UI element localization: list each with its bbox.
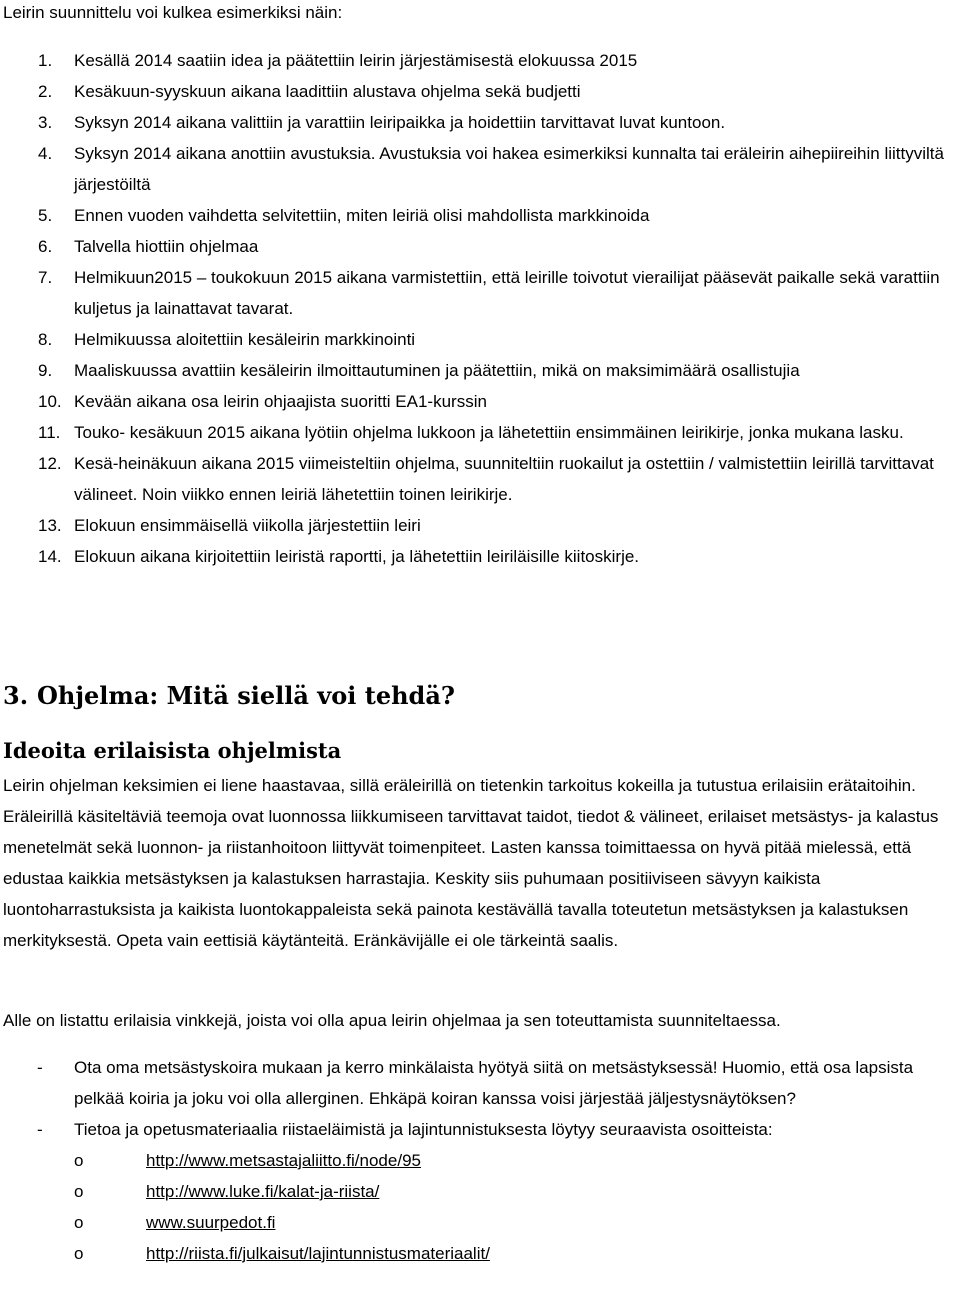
list-bullet: o xyxy=(74,1151,84,1170)
links-list xyxy=(74,1145,960,1269)
list-item-text: Kesäkuun-syyskuun aikana laadittiin alustava ohjelma sekä budjetti xyxy=(74,82,581,101)
planning-timeline-list xyxy=(0,45,960,572)
list-item xyxy=(0,417,960,448)
list-item xyxy=(0,231,960,262)
list-item-text: Maaliskuussa avattiin kesäleirin ilmoittautuminen ja päätettiin, mikä on maksimimäärä osallistujia xyxy=(74,361,800,380)
body-paragraph: Leirin ohjelman keksimien ei liene haastavaa, sillä eräleirillä on tietenkin tarkoitus kokeilla ja tutustua erilaisiin erätaitoihin. Eräleirillä käsiteltäviä teemoja ovat luonnossa liikkumiseen tarvittavat taidot, tiedot & välineet, erilaiset metsästys- ja kalastus menetelmät sekä luonnon- ja riistanhoitoon liittyvät toimenpiteet. Lasten kanssa toimittaessa on hyvä pitää mielessä, että edustaa kaikkia metsästyksen ja kalastuksen harrastajia. Keskity siis puhumaan positiiviseen sävyyn kaikista luontoharrastuksista ja kaikista luontokappaleista sekä painota kestävällä tavalla toteutetun metsästyksen ja kalastuksen merkityksestä. Opeta vain eettisiä käytänteitä. Eränkävijälle ei ole tärkeintä saalis. xyxy=(3,776,939,950)
subsection-heading: Ideoita erilaisista ohjelmista xyxy=(3,738,342,763)
list-item-number: 5. xyxy=(38,206,53,225)
list-item xyxy=(0,45,960,76)
list-item-number: 13. xyxy=(38,516,62,535)
list-item-number: 3. xyxy=(38,113,53,132)
list-dash: - xyxy=(37,1120,43,1139)
list-item xyxy=(0,1052,960,1114)
list-item xyxy=(0,76,960,107)
list-item-number: 14. xyxy=(38,547,62,566)
list-item-text: Talvella hiottiin ohjelmaa xyxy=(74,237,259,256)
list-bullet: o xyxy=(74,1244,84,1263)
list-dash: - xyxy=(37,1058,43,1077)
list-item-number: 1. xyxy=(38,51,53,70)
list-item-text: Elokuun aikana kirjoitettiin leiristä raportti, ja lähetettiin leiriläisille kiitoskirje. xyxy=(74,547,640,566)
list-item xyxy=(0,324,960,355)
list-item-number: 6. xyxy=(38,237,53,256)
list-item-number: 10. xyxy=(38,392,62,411)
list-item xyxy=(0,386,960,417)
link-item xyxy=(74,1238,960,1269)
list-item-number: 2. xyxy=(38,82,53,101)
link-luke[interactable]: http://www.luke.fi/kalat-ja-riista/ xyxy=(146,1182,380,1201)
list-bullet: o xyxy=(74,1213,84,1232)
link-item xyxy=(74,1176,960,1207)
list-item-text: Helmikuun2015 – toukokuun 2015 aikana varmistettiin, että leirille toivotut vierailijat pääsevät paikalle sekä varattiin kuljetus ja lainattavat tavarat. xyxy=(74,268,940,318)
tips-list xyxy=(0,1052,960,1269)
section-heading xyxy=(3,680,455,712)
link-item xyxy=(74,1145,960,1176)
list-bullet: o xyxy=(74,1182,84,1201)
section-title: Ohjelma: Mitä siellä voi tehdä? xyxy=(37,681,455,710)
list-item-text: Tietoa ja opetusmateriaalia riistaeläimistä ja lajintunnistuksesta löytyy seuraavista osoitteista: xyxy=(74,1120,773,1139)
list-item xyxy=(0,138,960,200)
list-item-number: 11. xyxy=(38,423,61,442)
list-item-text: Syksyn 2014 aikana anottiin avustuksia. Avustuksia voi hakea esimerkiksi kunnalta tai eräleirin aihepiireihin liittyviltä järjestöiltä xyxy=(74,144,944,194)
list-item-text: Kevään aikana osa leirin ohjaajista suoritti EA1-kurssin xyxy=(74,392,487,411)
list-item-text: Syksyn 2014 aikana valittiin ja varattiin leiripaikka ja hoidettiin tarvittavat luvat kuntoon. xyxy=(74,113,726,132)
list-item xyxy=(0,355,960,386)
list-item-text: Elokuun ensimmäisellä viikolla järjestettiin leiri xyxy=(74,516,421,535)
list-item xyxy=(0,107,960,138)
section-number: 3. xyxy=(3,681,29,710)
list-item-text: Kesällä 2014 saatiin idea ja päätettiin leirin järjestämisestä elokuussa 2015 xyxy=(74,51,638,70)
list-item-text: Kesä-heinäkuun aikana 2015 viimeisteltiin ohjelma, suunniteltiin ruokailut ja ostettiin / valmistettiin leirillä tarvittavat välineet. Noin viikko ennen leiriä lähetettiin toinen leirikirje. xyxy=(74,454,934,504)
link-item xyxy=(74,1207,960,1238)
link-metsastajaliitto[interactable]: http://www.metsastajaliitto.fi/node/95 xyxy=(146,1151,421,1170)
list-item-text: Ota oma metsästyskoira mukaan ja kerro minkälaista hyötyä siitä on metsästyksessä! Huomio, että osa lapsista pelkää koiria ja joku voi olla allerginen. Ehkäpä koiran kanssa voisi järjestää jäljestysnäytöksen? xyxy=(74,1058,914,1108)
list-item-number: 9. xyxy=(38,361,53,380)
tips-intro-paragraph: Alle on listattu erilaisia vinkkejä, joista voi olla apua leirin ohjelmaa ja sen toteuttamista suunniteltaessa. xyxy=(3,1011,781,1030)
list-item-text: Ennen vuoden vaihdetta selvitettiin, miten leiriä olisi mahdollista markkinoida xyxy=(74,206,650,225)
list-item-text: Touko- kesäkuun 2015 aikana lyötiin ohjelma lukkoon ja lähetettiin ensimmäinen leirikirje, jonka mukana lasku. xyxy=(74,423,904,442)
link-suurpedot[interactable]: www.suurpedot.fi xyxy=(146,1213,276,1232)
list-item xyxy=(0,200,960,231)
list-item-number: 4. xyxy=(38,144,53,163)
intro-text: Leirin suunnittelu voi kulkea esimerkiksi näin: xyxy=(3,3,343,22)
list-item-number: 8. xyxy=(38,330,53,349)
list-item xyxy=(0,541,960,572)
list-item xyxy=(0,510,960,541)
list-item xyxy=(0,1114,960,1269)
link-riista[interactable]: http://riista.fi/julkaisut/lajintunnistusmateriaalit/ xyxy=(146,1244,490,1263)
list-item-number: 12. xyxy=(38,454,62,473)
list-item-number: 7. xyxy=(38,268,53,287)
list-item xyxy=(0,262,960,324)
list-item-text: Helmikuussa aloitettiin kesäleirin markkinointi xyxy=(74,330,416,349)
list-item xyxy=(0,448,960,510)
